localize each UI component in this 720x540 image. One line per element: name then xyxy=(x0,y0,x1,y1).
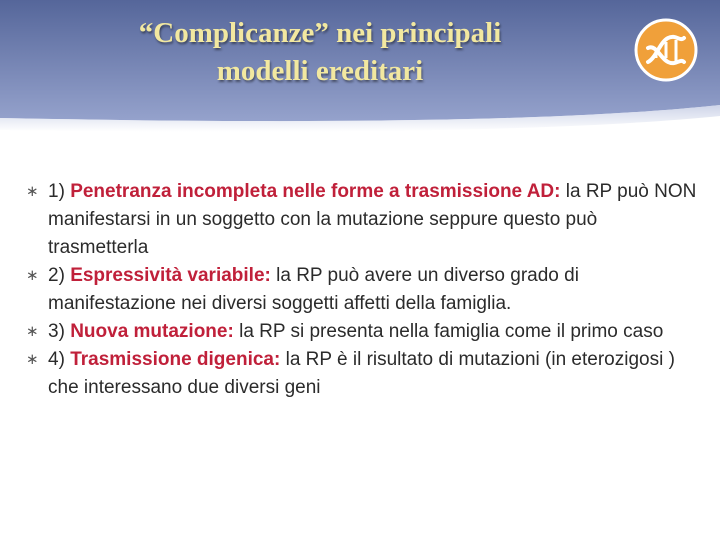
bullet-marker: ∗ xyxy=(26,323,39,340)
bullet-marker: ∗ xyxy=(26,351,39,368)
title-line-1: “Complicanze” nei principali xyxy=(138,17,502,49)
bullet-text: la RP può NON manifestarsi in un soggetto con la mutazione seppure questo può trasmetterla xyxy=(48,181,697,258)
bullet-text: la RP si presenta nella famiglia come il primo caso xyxy=(233,321,664,342)
bullet-item-3 xyxy=(26,318,698,346)
bullet-number: 4) xyxy=(48,349,71,370)
dna-helix-icon xyxy=(634,18,698,82)
bullet-term: Trasmissione digenica: xyxy=(70,349,281,370)
bullet-term: Penetranza incompleta nelle forme a trasmissione AD: xyxy=(70,181,561,202)
bullet-list xyxy=(26,178,698,402)
bullet-term: Nuova mutazione: xyxy=(70,321,234,342)
bullet-item-2 xyxy=(26,262,698,318)
bullet-text: la RP è il risultato di mutazioni (in eterozigosi ) che interessano due diversi geni xyxy=(48,349,675,398)
bullet-text: la RP può avere un diverso grado di manifestazione nei diversi soggetti affetti della famiglia. xyxy=(48,265,579,314)
slide-title xyxy=(70,14,570,90)
bullet-number: 2) xyxy=(48,265,71,286)
bullet-marker: ∗ xyxy=(26,267,39,284)
title-line-2: modelli ereditari xyxy=(216,55,424,87)
bullet-item-4 xyxy=(26,346,698,402)
bullet-number: 1) xyxy=(48,181,71,202)
bullet-item-1 xyxy=(26,178,698,262)
bullet-number: 3) xyxy=(48,321,71,342)
bullet-term: Espressività variabile: xyxy=(70,265,271,286)
bullet-marker: ∗ xyxy=(26,183,39,200)
